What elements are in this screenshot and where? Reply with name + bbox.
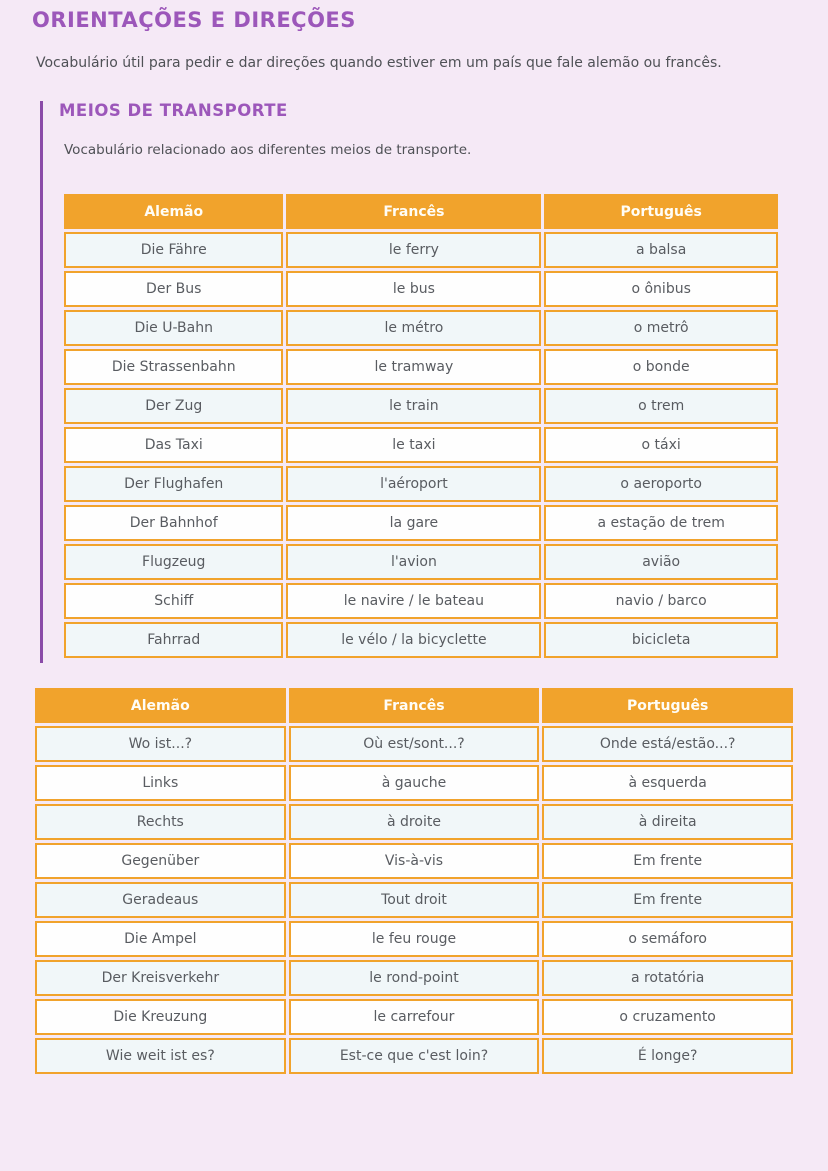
table-cell: Rechts: [35, 804, 286, 840]
table-row: [64, 349, 778, 385]
table-row: [64, 622, 778, 658]
table-cell: Fahrrad: [64, 622, 283, 658]
table-cell: Tout droit: [289, 882, 540, 918]
table-cell: a balsa: [544, 232, 778, 268]
table-cell: Der Zug: [64, 388, 283, 424]
table-cell: le feu rouge: [289, 921, 540, 957]
table-cell: Flugzeug: [64, 544, 283, 580]
table-cell: le taxi: [286, 427, 541, 463]
intro-paragraph: Vocabulário útil para pedir e dar direções quando estiver em um país que fale alemão ou francês.: [36, 55, 722, 71]
table-row: [64, 544, 778, 580]
table-row: [64, 466, 778, 502]
table-cell: o bonde: [544, 349, 778, 385]
table-cell: l'avion: [286, 544, 541, 580]
table-cell: Onde está/estão...?: [542, 726, 793, 762]
table-cell: Wie weit ist es?: [35, 1038, 286, 1074]
table-cell: o ônibus: [544, 271, 778, 307]
section-heading: MEIOS DE TRANSPORTE: [59, 101, 288, 120]
table-row: [35, 765, 793, 801]
table-cell: Est-ce que c'est loin?: [289, 1038, 540, 1074]
table-cell: Die Strassenbahn: [64, 349, 283, 385]
table-cell: Geradeaus: [35, 882, 286, 918]
table-cell: Die U-Bahn: [64, 310, 283, 346]
table-cell: à direita: [542, 804, 793, 840]
table-row: [35, 804, 793, 840]
transport-section: [40, 101, 796, 663]
table-cell: à esquerda: [542, 765, 793, 801]
table-cell: Das Taxi: [64, 427, 283, 463]
table-cell: la gare: [286, 505, 541, 541]
table-cell: le carrefour: [289, 999, 540, 1035]
table-cell: o aeroporto: [544, 466, 778, 502]
table-row: [35, 843, 793, 879]
table-cell: o semáforo: [542, 921, 793, 957]
table-header-row: [35, 688, 793, 723]
table-cell: Em frente: [542, 843, 793, 879]
transport-table: [61, 191, 781, 661]
table-cell: Der Flughafen: [64, 466, 283, 502]
table-cell: Links: [35, 765, 286, 801]
table-row: [35, 960, 793, 996]
table-cell: Schiff: [64, 583, 283, 619]
table-cell: le ferry: [286, 232, 541, 268]
table-cell: à droite: [289, 804, 540, 840]
table-row: [35, 1038, 793, 1074]
table-row: [35, 882, 793, 918]
table-cell: É longe?: [542, 1038, 793, 1074]
table-cell: Die Ampel: [35, 921, 286, 957]
table-cell: le vélo / la bicyclette: [286, 622, 541, 658]
table-row: [64, 427, 778, 463]
table-cell: Gegenüber: [35, 843, 286, 879]
table-cell: Der Kreisverkehr: [35, 960, 286, 996]
table-row: [35, 999, 793, 1035]
table-row: [35, 921, 793, 957]
table-cell: l'aéroport: [286, 466, 541, 502]
table-header-row: [64, 194, 778, 229]
table-cell: o cruzamento: [542, 999, 793, 1035]
table-row: [64, 583, 778, 619]
table-cell: le métro: [286, 310, 541, 346]
column-header: Português: [544, 194, 778, 229]
column-header: Francês: [286, 194, 541, 229]
table-cell: o táxi: [544, 427, 778, 463]
table-cell: Der Bahnhof: [64, 505, 283, 541]
table-cell: Où est/sont...?: [289, 726, 540, 762]
column-header: Alemão: [64, 194, 283, 229]
table-row: [64, 310, 778, 346]
table-cell: le rond-point: [289, 960, 540, 996]
column-header: Francês: [289, 688, 540, 723]
table-cell: o trem: [544, 388, 778, 424]
table-row: [64, 505, 778, 541]
table-cell: le train: [286, 388, 541, 424]
table-cell: a rotatória: [542, 960, 793, 996]
table-cell: Em frente: [542, 882, 793, 918]
table-cell: Die Kreuzung: [35, 999, 286, 1035]
table-cell: le bus: [286, 271, 541, 307]
table-cell: le navire / le bateau: [286, 583, 541, 619]
column-header: Alemão: [35, 688, 286, 723]
page-title: ORIENTAÇÕES E DIREÇÕES: [32, 8, 356, 32]
table-cell: navio / barco: [544, 583, 778, 619]
table-cell: Wo ist...?: [35, 726, 286, 762]
directions-table: [32, 685, 796, 1077]
table-cell: bicicleta: [544, 622, 778, 658]
table-cell: le tramway: [286, 349, 541, 385]
section-description: Vocabulário relacionado aos diferentes meios de transporte.: [64, 142, 472, 158]
table-cell: Vis-à-vis: [289, 843, 540, 879]
table-row: [64, 388, 778, 424]
table-cell: a estação de trem: [544, 505, 778, 541]
table-cell: o metrô: [544, 310, 778, 346]
table-cell: Die Fähre: [64, 232, 283, 268]
table-cell: à gauche: [289, 765, 540, 801]
table-cell: avião: [544, 544, 778, 580]
table-row: [64, 271, 778, 307]
table-row: [64, 232, 778, 268]
table-row: [35, 726, 793, 762]
table-cell: Der Bus: [64, 271, 283, 307]
column-header: Português: [542, 688, 793, 723]
